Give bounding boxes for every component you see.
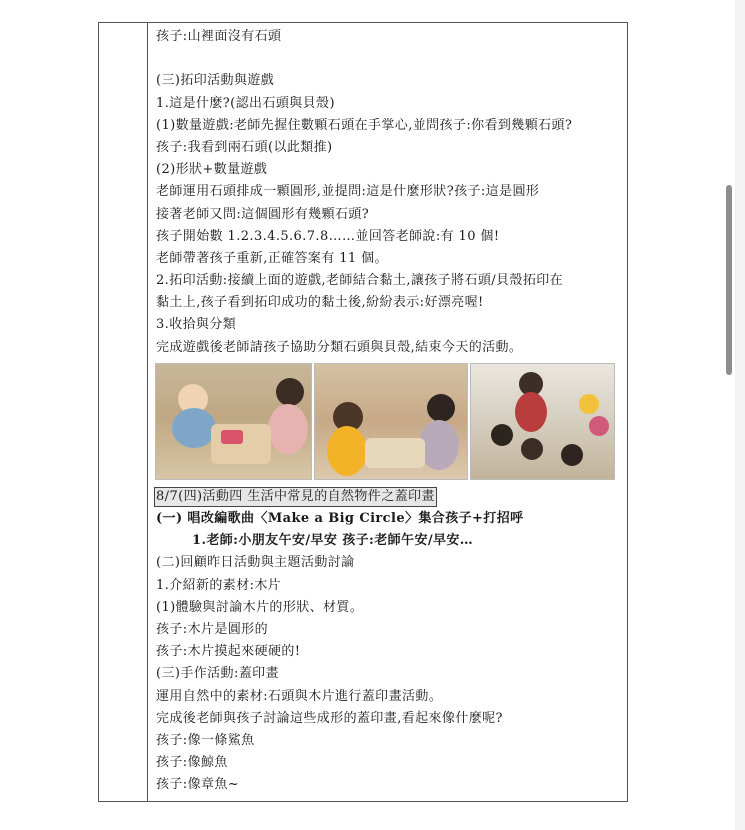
text-line: 運用自然中的素材:石頭與木片進行蓋印畫活動。 xyxy=(156,688,443,704)
text-line: 1.這是什麼?(認出石頭與貝殼) xyxy=(156,95,335,111)
text-line: (三)拓印活動與遊戲 xyxy=(156,73,275,89)
text-line: (1)數量遊戲:老師先握住數顆石頭在手掌心,並問孩子:你看到幾顆石頭? xyxy=(156,117,573,133)
text-line: 2.拓印活動:接續上面的遊戲,老師結合黏土,讓孩子將石頭/貝殼拓印在 xyxy=(156,273,564,289)
text-line: 孩子開始數 1.2.3.4.5.6.7.8……並回答老師說:有 10 個! xyxy=(156,228,500,244)
text-line: (2)形狀+數量遊戲 xyxy=(156,162,268,178)
text-line: 老師帶著孩子重新,正確答案有 11 個。 xyxy=(156,250,388,266)
text-line: 老師運用石頭排成一顆圓形,並提問:這是什麼形狀?孩子:這是圓形 xyxy=(156,184,540,200)
text-line: 孩子:山裡面沒有石頭 xyxy=(156,29,282,44)
activity-photos xyxy=(155,363,615,480)
activity-text-bottom xyxy=(156,552,626,796)
text-line: 1.介紹新的素材:木片 xyxy=(156,577,282,593)
text-line: (1)體驗與討論木片的形狀、材質。 xyxy=(156,599,364,615)
text-line: 完成遊戲後老師請孩子協助分類石頭與貝殼,結束今天的活動。 xyxy=(156,339,523,355)
text-line: 孩子:我看到兩石頭(以此類推) xyxy=(156,139,333,155)
activity-header: 8/7(四)活動四 生活中常見的自然物件之蓋印畫 xyxy=(154,487,437,507)
activity-text-top xyxy=(156,26,626,359)
table-left-column xyxy=(99,23,148,801)
text-line: 黏土上,孩子看到拓印成功的黏土後,紛紛表示:好漂亮喔! xyxy=(156,295,484,311)
text-line: 接著老師又問:這個圓形有幾顆石頭? xyxy=(156,206,370,222)
photo-children-table xyxy=(314,363,468,480)
song-line: (一) 唱改編歌曲〈Make a Big Circle〉集合孩子+打招呼 xyxy=(156,511,524,526)
text-line: 孩子:像章魚~ xyxy=(156,777,240,793)
scrollbar-thumb[interactable] xyxy=(726,185,732,375)
text-line xyxy=(156,48,626,70)
text-line: (三)手作活動:蓋印畫 xyxy=(156,666,279,682)
activity-header-line xyxy=(156,486,626,508)
text-line: 孩子:像鯨魚 xyxy=(156,755,228,771)
text-line: 孩子:木片是圓形的 xyxy=(156,621,268,637)
text-line: 孩子:木片摸起來硬硬的! xyxy=(156,644,301,660)
text-line: 孩子:像一條鯊魚 xyxy=(156,732,255,748)
photo-children-clay xyxy=(155,363,312,480)
greeting-line: 1.老師:小朋友午安/早安 孩子:老師午安/早安… xyxy=(192,533,474,549)
photo-circle-time xyxy=(470,363,615,480)
text-line: 3.收拾與分類 xyxy=(156,317,237,333)
text-line: (二)回顧昨日活動與主題活動討論 xyxy=(156,555,355,571)
lesson-table xyxy=(98,22,628,802)
text-line: 完成後老師與孩子討論這些成形的蓋印畫,看起來像什麼呢? xyxy=(156,710,503,726)
table-content-cell xyxy=(156,26,626,796)
